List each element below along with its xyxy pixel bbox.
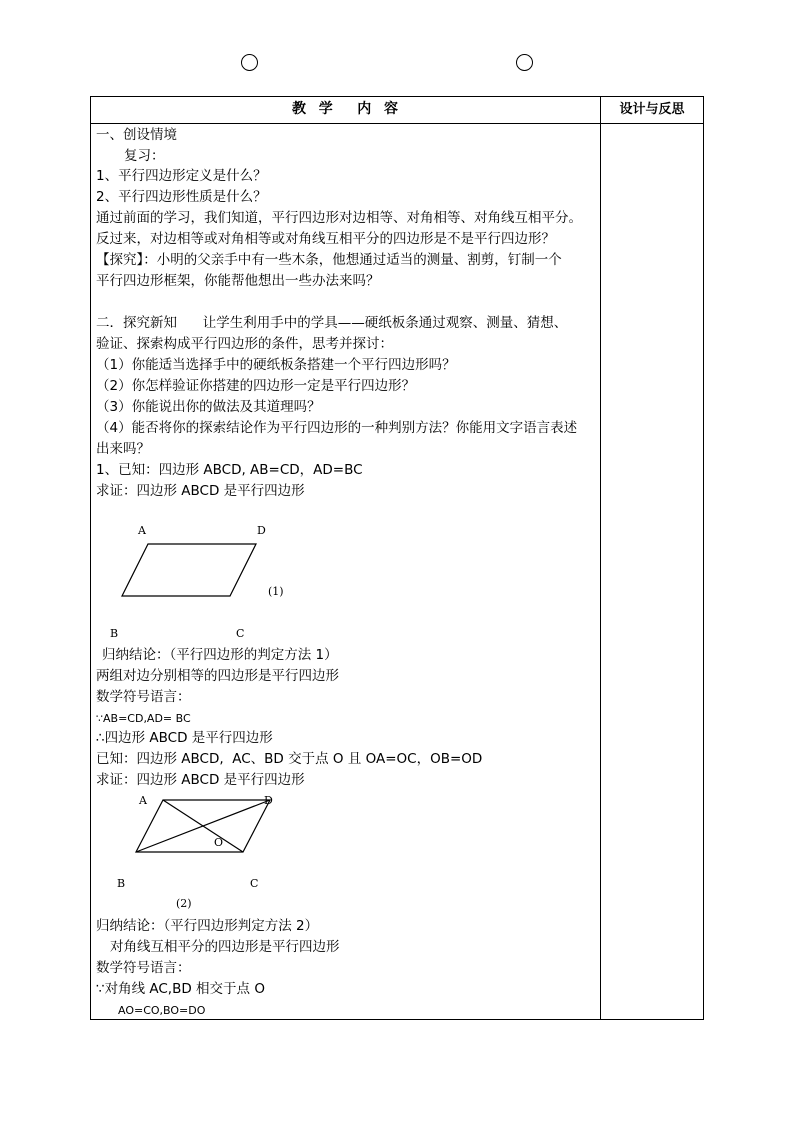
design-reflection-header: 设计与反思 xyxy=(619,102,685,117)
figure-1-label-c: C xyxy=(236,627,245,640)
review-label: 复习： xyxy=(124,148,165,164)
figure-2-label-a: A xyxy=(139,794,147,807)
symbolic-language-label-1: 数学符号语言： xyxy=(96,689,191,705)
given-2: 已知：四边形 ABCD, AC、BD 交于点 O 且 OA=OC，OB=OD xyxy=(96,751,483,767)
figure-1-label-b: B xyxy=(110,627,119,640)
symbolic-premise-2: ∵对角线 AC,BD 相交于点 O xyxy=(96,981,265,997)
question-2: （2）你怎样验证你搭建的四边形一定是平行四边形？ xyxy=(96,378,416,394)
intro-paragraph-line-2: 反过来，对边相等或对角相等或对角线互相平分的四边形是不是平行四边形？ xyxy=(96,231,555,247)
figure-2-caption: (2) xyxy=(176,897,192,910)
symbolic-premise-2-values: AO=CO,BO=DO xyxy=(118,1004,206,1017)
explore-line-1: 【探究】：小明的父亲手中有一些木条，他想通过适当的测量、割剪，钉制一个 xyxy=(96,252,562,268)
figure-2-label-d: D xyxy=(264,794,273,807)
figure-2-label-o: O xyxy=(214,836,224,849)
prove-1: 求证：四边形 ABCD 是平行四边形 xyxy=(96,483,305,499)
section-2-line-1: 二．探究新知 让学生利用手中的学具——硬纸板条通过观察、测量、猜想、 xyxy=(96,315,568,331)
section-1-title: 一、创设情境 xyxy=(96,127,177,143)
teaching-content-header: 教 学 内 容 xyxy=(292,101,399,117)
review-question-1: 1、平行四边形定义是什么？ xyxy=(96,168,267,184)
symbolic-conclusion-1: ∴四边形 ABCD 是平行四边形 xyxy=(96,730,273,746)
figure-1-caption: (1) xyxy=(268,585,284,598)
figure-1-label-d: D xyxy=(257,524,266,537)
explore-line-2: 平行四边形框架，你能帮他想出一些办法来吗？ xyxy=(96,273,380,289)
question-4-line-1: （4）能否将你的探索结论作为平行四边形的一种判别方法？你能用文字语言表述 xyxy=(96,420,578,436)
symbolic-language-label-2: 数学符号语言： xyxy=(96,960,191,976)
conclusion-2-text: 对角线互相平分的四边形是平行四边形 xyxy=(110,939,340,955)
section-2-line-2: 验证、探索构成平行四边形的条件，思考并探讨： xyxy=(96,336,393,352)
given-1: 1、已知：四边形 ABCD, AB=CD，AD=BC xyxy=(96,462,363,478)
symbolic-premise-1: ∵AB=CD,AD= BC xyxy=(96,712,191,725)
figure-1-label-a: A xyxy=(138,524,146,537)
figure-2-label-c: C xyxy=(250,877,259,890)
conclusion-2-title: 归纳结论：（平行四边形判定方法 2） xyxy=(96,918,319,934)
figure-2-label-b: B xyxy=(117,877,126,890)
prove-2: 求证：四边形 ABCD 是平行四边形 xyxy=(96,772,305,788)
question-3: （3）你能说出你的做法及其道理吗？ xyxy=(96,399,321,415)
conclusion-1-title: 归纳结论：（平行四边形的判定方法 1） xyxy=(102,647,338,663)
question-4-line-2: 出来吗？ xyxy=(96,441,150,457)
intro-paragraph-line-1: 通过前面的学习，我们知道，平行四边形对边相等、对角相等、对角线互相平分。 xyxy=(96,210,582,226)
diagonal-bd xyxy=(136,800,270,852)
conclusion-1-text: 两组对边分别相等的四边形是平行四边形 xyxy=(96,668,339,684)
question-1: （1）你能适当选择手中的硬纸板条搭建一个平行四边形吗？ xyxy=(96,357,456,373)
review-question-2: 2、平行四边形性质是什么？ xyxy=(96,189,267,205)
